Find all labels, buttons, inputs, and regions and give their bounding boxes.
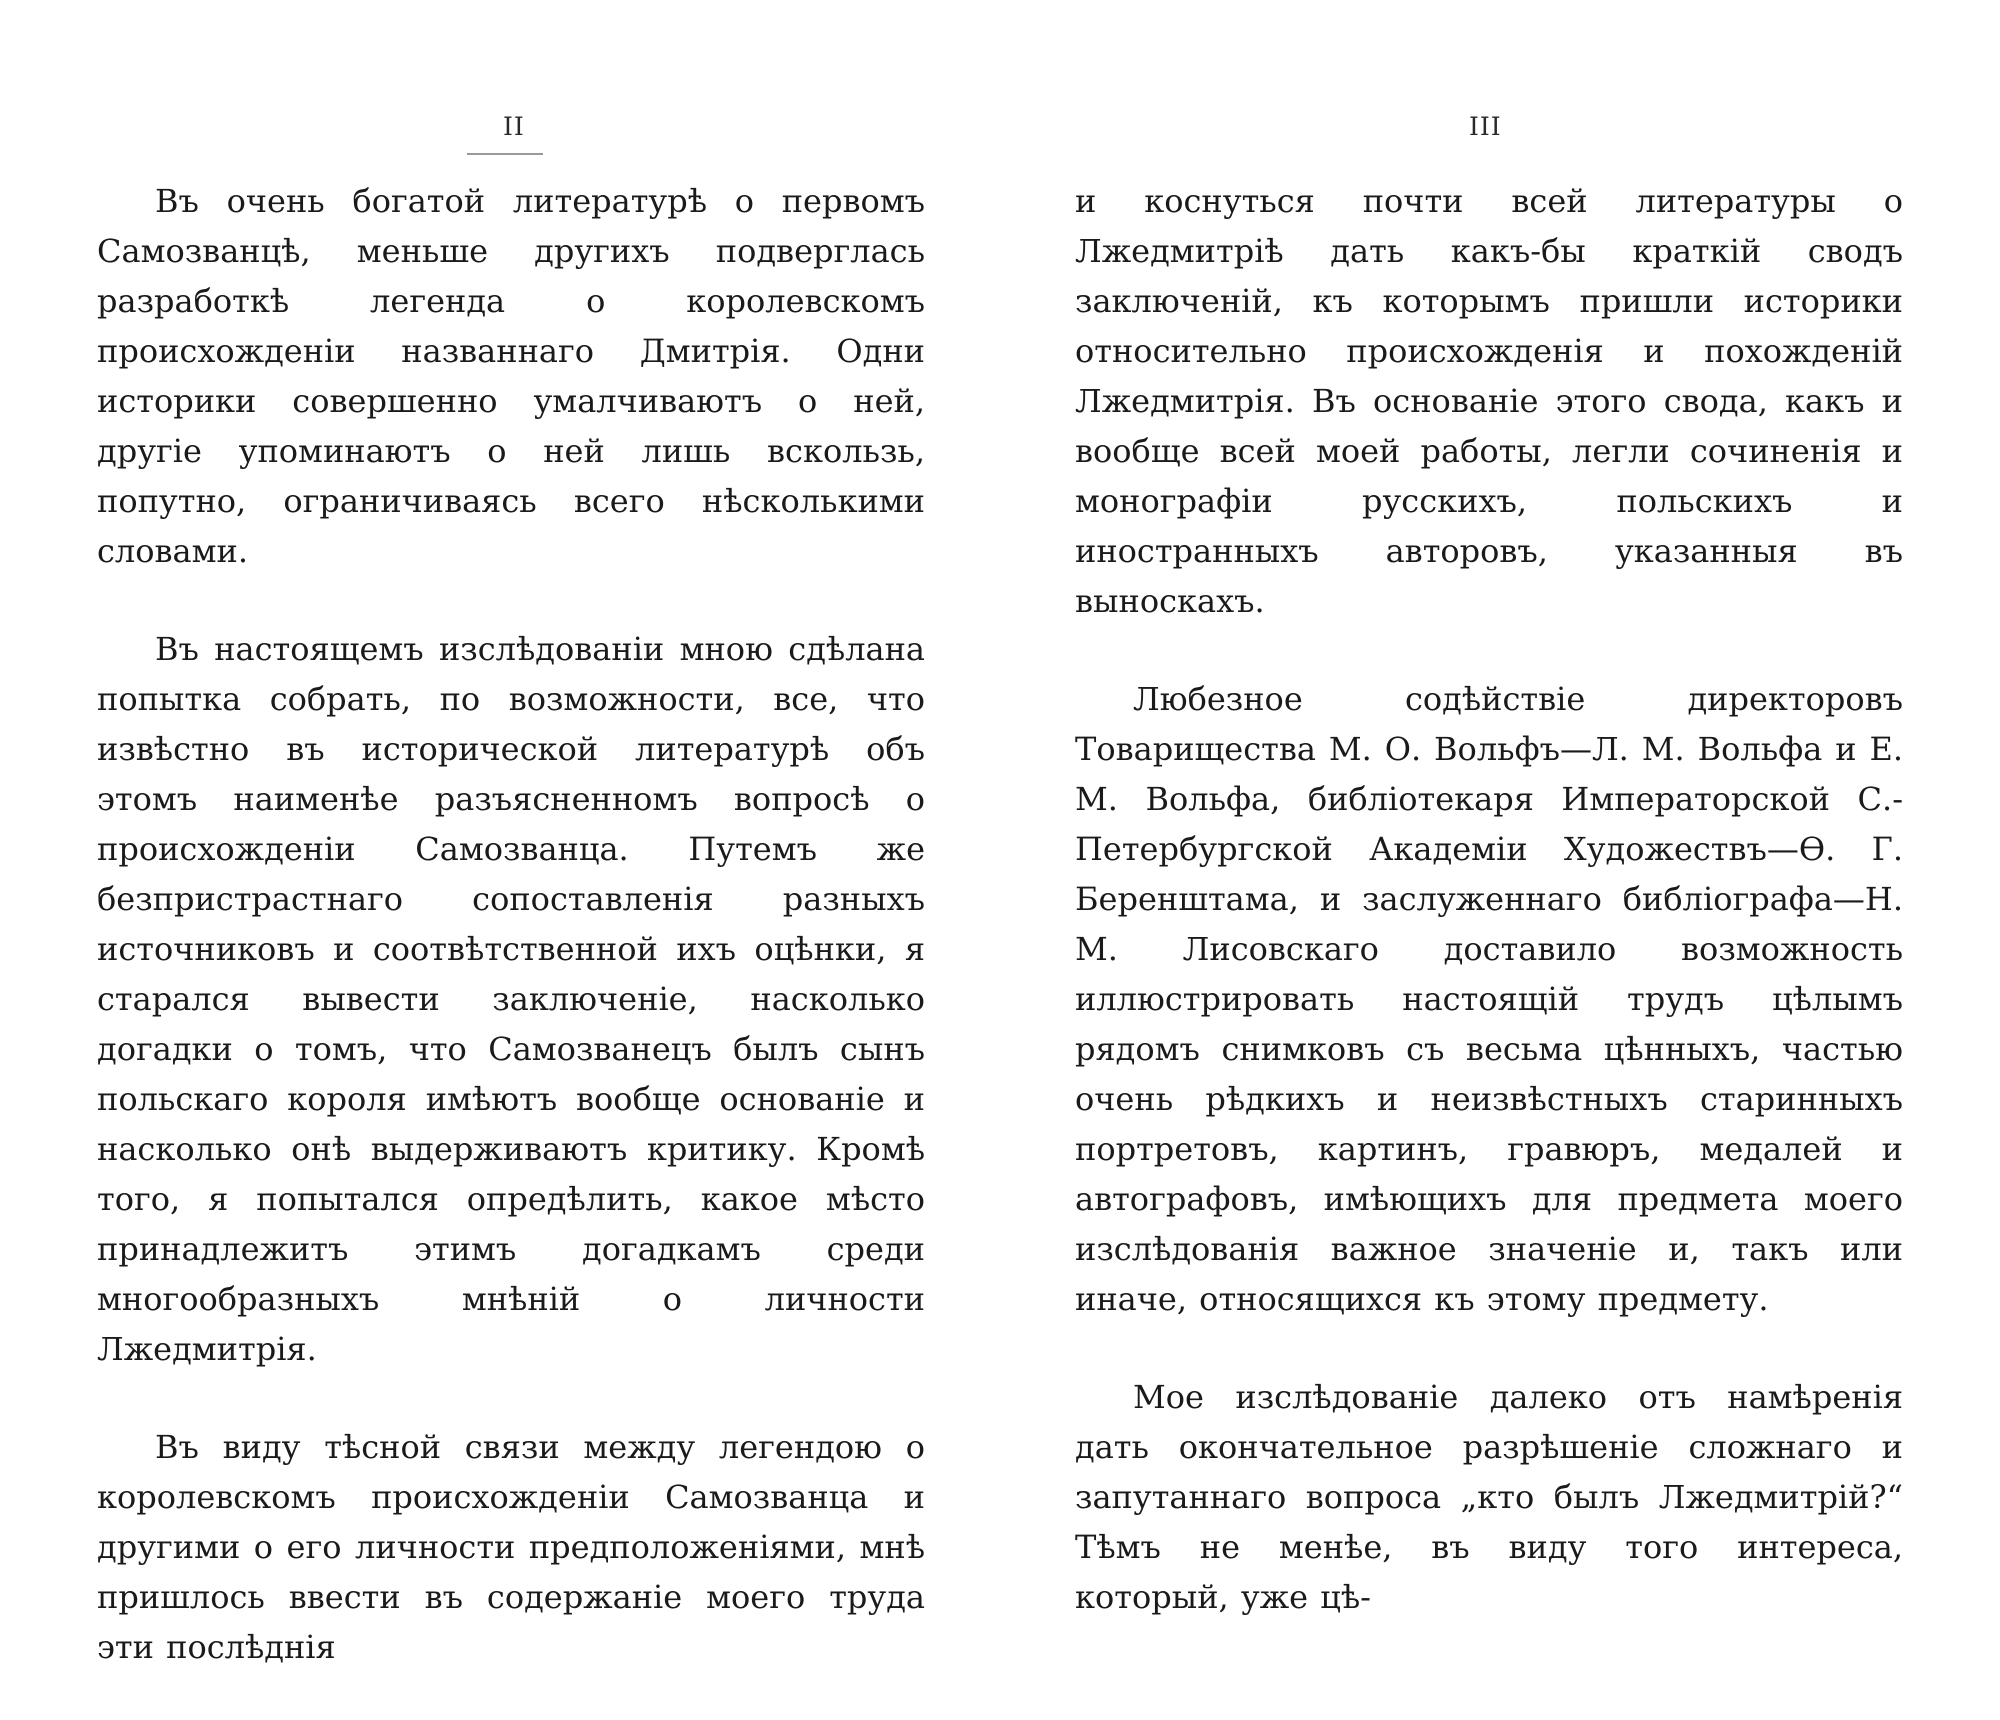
page-text (1075, 176, 1903, 1670)
paragraph: Въ очень богатой литературѣ о первомъ Самозванцѣ, меньше другихъ подверглась разработкѣ легенда о королевскомъ происхожденіи названнаго Дмитрія. Одни историки совершенно умалчиваютъ о ней, другіе упоминаютъ о ней лишь вскользь, попутно, ограничиваясь всего нѣсколькими словами. (97, 182, 925, 570)
page-number: II (503, 112, 525, 141)
paragraph: и коснуться почти всей литературы о Лжедмитріѣ дать какъ-бы краткій сводъ заключеній, къ которымъ пришли историки относительно происхожденія и похожденій Лжедмитрія. Въ основаніе этого свода, какъ и вообще всей моей работы, легли сочиненія и монографіи русскихъ, польскихъ и иностранныхъ авторовъ, указанныя въ выноскахъ. (1075, 182, 1903, 620)
left-page (97, 0, 925, 1666)
paragraph: Въ настоящемъ изслѣдованіи мною сдѣлана попытка собрать, по возможности, все, что извѣстно въ исторической литературѣ объ этомъ наименѣе разъясненномъ вопросѣ о происхожденіи Самозванца. Путемъ же безпристрастнаго сопоставленія разныхъ источниковъ и соотвѣтственной ихъ оцѣнки, я старался вывести заключеніе, насколько догадки о томъ, что Самозванецъ былъ сынъ польскаго короля имѣютъ вообще основаніе и насколько онѣ выдерживаютъ критику. Кромѣ того, я попытался опредѣлить, какое мѣсто принадлежитъ этимъ догадкамъ среди многообразныхъ мнѣній о личности Лжедмитрія. (97, 630, 925, 1368)
paragraph: Въ виду тѣсной связи между легендою о королевскомъ происхожденіи Самозванца и другими о его личности предположеніями, мнѣ пришлось ввести въ содержаніе моего труда эти послѣднія (97, 1428, 925, 1666)
header-rule (467, 153, 543, 155)
page-number: III (1469, 112, 1502, 141)
paragraph: Мое изслѣдованіе далеко отъ намѣренія дать окончательное разрѣшеніе сложнаго и запутаннаго вопроса „кто былъ Лжедмитрій?“ Тѣмъ не менѣе, въ виду того интереса, который, уже цѣ- (1075, 1378, 1903, 1616)
page-text (97, 176, 925, 1720)
right-page (1075, 0, 1903, 1616)
paragraph: Любезное содѣйствіе директоровъ Товарищества М. О. Вольфъ—Л. М. Вольфа и Е. М. Вольфа, библіотекаря Императорской С.-Петербургской Академіи Художествъ—Ѳ. Г. Беренштама, и заслуженнаго библіографа—Н. М. Лисовскаго доставило возможность иллюстрировать настоящій трудъ цѣлымъ рядомъ снимковъ съ весьма цѣнныхъ, частью очень рѣдкихъ и неизвѣстныхъ старинныхъ портретовъ, картинъ, гравюръ, медалей и автографовъ, имѣющихъ для предмета моего изслѣдованія важное значеніе и, такъ или иначе, относящихся къ этому предмету. (1075, 680, 1903, 1318)
